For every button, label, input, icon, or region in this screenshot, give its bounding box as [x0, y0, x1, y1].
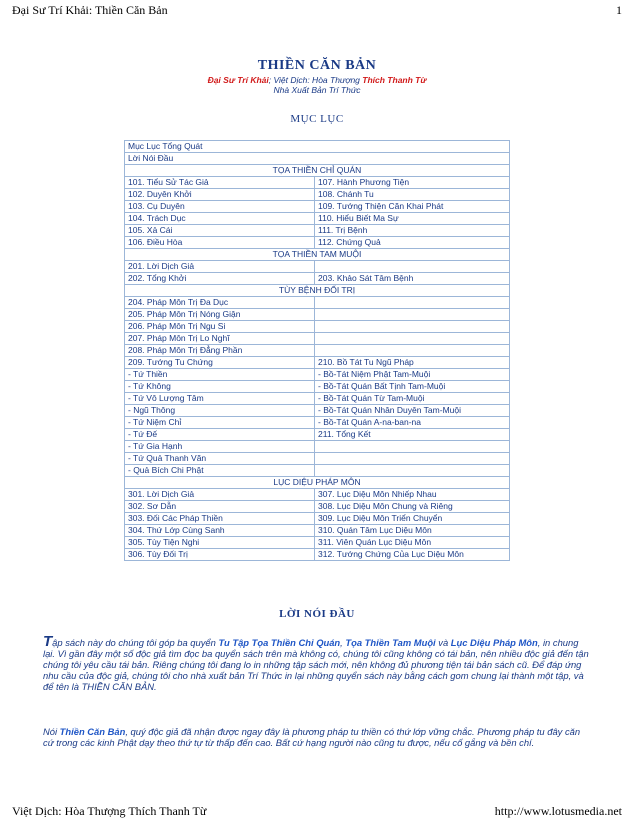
- toc-row: [125, 237, 510, 249]
- toc-section-row: [125, 477, 510, 489]
- toc-link[interactable]: 109. Tướng Thiện Căn Khai Phát: [315, 201, 510, 213]
- toc-row: [125, 153, 510, 165]
- toc-row: [125, 369, 510, 381]
- byline-separator: ; Việt Dịch: Hòa Thượng: [268, 75, 363, 85]
- toc-row: [125, 309, 510, 321]
- toc-link[interactable]: - Bồ-Tát Quán A-na-ban-na: [315, 417, 510, 429]
- translator-name: Thích Thanh Từ: [362, 75, 427, 85]
- toc-link[interactable]: 310. Quán Tâm Lục Diệu Môn: [315, 525, 510, 537]
- toc-link[interactable]: 307. Lục Diệu Môn Nhiếp Nhau: [315, 489, 510, 501]
- toc-row: [125, 213, 510, 225]
- toc-link[interactable]: - Tứ Vô Lượng Tâm: [125, 393, 315, 405]
- page-header: [12, 3, 622, 18]
- toc-row: [125, 357, 510, 369]
- toc-row: [125, 225, 510, 237]
- toc-section-heading: TỌA THIỀN TAM MUỘI: [125, 249, 510, 261]
- toc-row: [125, 441, 510, 453]
- toc-row: [125, 429, 510, 441]
- toc-row: [125, 465, 510, 477]
- intro-paragraph-2: [43, 726, 591, 748]
- toc-link[interactable]: 306. Tùy Đối Trị: [125, 549, 315, 561]
- toc-link[interactable]: - Tứ Quả Thanh Văn: [125, 453, 315, 465]
- toc-empty-cell: [315, 441, 510, 453]
- footer-translator: Việt Dịch: Hòa Thượng Thích Thanh Từ: [12, 804, 207, 818]
- toc-link[interactable]: Lời Nói Đầu: [125, 153, 510, 165]
- toc-link[interactable]: 107. Hành Phương Tiện: [315, 177, 510, 189]
- toc-row: [125, 345, 510, 357]
- toc-row: [125, 261, 510, 273]
- toc-link[interactable]: 104. Trách Dục: [125, 213, 315, 225]
- toc-row: [125, 405, 510, 417]
- page-number: 1: [616, 3, 622, 17]
- book-title-highlight: Thiền Căn Bản: [59, 726, 126, 737]
- toc-section-heading: LỤC DIỆU PHÁP MÔN: [125, 477, 510, 489]
- toc-empty-cell: [315, 321, 510, 333]
- toc-link[interactable]: - Bồ-Tát Niệm Phật Tam-Muội: [315, 369, 510, 381]
- toc-row: [125, 501, 510, 513]
- intro-paragraph-1: [43, 633, 591, 692]
- text-run: Nói: [43, 726, 60, 737]
- toc-link[interactable]: 304. Thứ Lớp Cùng Sanh: [125, 525, 315, 537]
- toc-link[interactable]: - Tứ Niệm Chỉ: [125, 417, 315, 429]
- footer-url-link[interactable]: http://www.lotusmedia.net: [494, 804, 622, 818]
- toc-row: [125, 333, 510, 345]
- toc-link[interactable]: 203. Khảo Sát Tâm Bệnh: [315, 273, 510, 285]
- toc-heading: MỤC LỤC: [290, 113, 344, 125]
- toc-link[interactable]: 108. Chánh Tu: [315, 189, 510, 201]
- document-title: THIỀN CĂN BẢN: [257, 58, 377, 73]
- toc-link[interactable]: - Tứ Gia Hạnh: [125, 441, 315, 453]
- toc-link[interactable]: 111. Trị Bệnh: [315, 225, 510, 237]
- toc-row: [125, 381, 510, 393]
- toc-link[interactable]: 106. Điều Hòa: [125, 237, 315, 249]
- toc-link[interactable]: - Tứ Đế: [125, 429, 315, 441]
- toc-link[interactable]: 209. Tướng Tu Chứng: [125, 357, 315, 369]
- toc-link[interactable]: - Tứ Thiền: [125, 369, 315, 381]
- text-run: , in chung lại. Vì gần đây một số độc giả tìm đọc ba quyển sách trên mà không có, chúng tôi cũng không có tái bản, nên nhiều độc giả đến tận chúng tôi yêu cầu tái bản. Riêng chúng tôi đang lo in những tập sách mới, nên không đủ phương tiện tái bản sách cũ. Để đáp ứng nhu cầu của độc giả, chúng tôi cho nhà xuất bản Trí Thức in lại những quyển sách này bằng cách gom chung lại thành một tập, và để tên là THIỀN CĂN BẢN.: [43, 637, 589, 692]
- toc-section-heading: TÙY BỆNH ĐỐI TRỊ: [125, 285, 510, 297]
- toc-row: [125, 321, 510, 333]
- toc-row: [125, 513, 510, 525]
- page-footer: [12, 804, 622, 819]
- toc-link[interactable]: 311. Viên Quán Lục Diệu Môn: [315, 537, 510, 549]
- toc-row: [125, 549, 510, 561]
- toc-section-row: [125, 249, 510, 261]
- toc-link[interactable]: 103. Cụ Duyên: [125, 201, 315, 213]
- book-title-link: Tọa Thiền Tam Muội: [345, 637, 436, 648]
- toc-row: [125, 525, 510, 537]
- toc-link[interactable]: 112. Chứng Quả: [315, 237, 510, 249]
- toc-empty-cell: [315, 309, 510, 321]
- toc-row: [125, 141, 510, 153]
- byline: [0, 75, 634, 85]
- toc-link[interactable]: - Bồ-Tát Quán Bất Tịnh Tam-Muội: [315, 381, 510, 393]
- toc-row: [125, 297, 510, 309]
- toc-row: [125, 393, 510, 405]
- toc-link[interactable]: 105. Xả Cái: [125, 225, 315, 237]
- toc-link[interactable]: - Quả Bích Chi Phật: [125, 465, 315, 477]
- toc-link[interactable]: 201. Lời Dịch Giả: [125, 261, 315, 273]
- toc-empty-cell: [315, 453, 510, 465]
- toc-link[interactable]: 309. Lục Diệu Môn Triển Chuyển: [315, 513, 510, 525]
- toc-empty-cell: [315, 333, 510, 345]
- author-name: Đại Sư Trí Khải: [207, 75, 269, 85]
- toc-empty-cell: [315, 345, 510, 357]
- toc-link[interactable]: - Tứ Không: [125, 381, 315, 393]
- toc-row: [125, 537, 510, 549]
- toc-link[interactable]: 301. Lời Dịch Giả: [125, 489, 315, 501]
- toc-link[interactable]: 204. Pháp Môn Trị Đa Dục: [125, 297, 315, 309]
- toc-section-row: [125, 165, 510, 177]
- toc-link[interactable]: 101. Tiểu Sử Tác Giả: [125, 177, 315, 189]
- toc-row: [125, 453, 510, 465]
- toc-empty-cell: [315, 297, 510, 309]
- table-of-contents: [124, 140, 510, 561]
- toc-link[interactable]: 102. Duyên Khởi: [125, 189, 315, 201]
- toc-row: [125, 189, 510, 201]
- toc-row: [125, 201, 510, 213]
- text-run: , quý độc giả đã nhận được ngay đây là phương pháp tu thiền có thứ lớp vững chắc. Phương pháp tu đây căn cứ trong các kinh Phật dạy theo thứ tự từ thấp đến cao. Bất cứ hạng người nào cũng tu được, nếu cố gắng và bền chí.: [43, 726, 581, 748]
- toc-link[interactable]: 303. Đối Các Pháp Thiền: [125, 513, 315, 525]
- toc-link[interactable]: 206. Pháp Môn Trị Ngu Si: [125, 321, 315, 333]
- toc-link[interactable]: 305. Tùy Tiện Nghi: [125, 537, 315, 549]
- publisher: Nhà Xuất Bản Trí Thức: [273, 85, 361, 95]
- drop-cap: T: [43, 633, 53, 650]
- toc-empty-cell: [315, 465, 510, 477]
- text-run: và: [435, 637, 451, 648]
- toc-link[interactable]: 205. Pháp Môn Trị Nóng Giận: [125, 309, 315, 321]
- toc-row: [125, 489, 510, 501]
- toc-row: [125, 273, 510, 285]
- toc-section-heading: TỌA THIỀN CHỈ QUÁN: [125, 165, 510, 177]
- toc-link[interactable]: - Bồ-Tát Quán Từ Tam-Muội: [315, 393, 510, 405]
- toc-empty-cell: [315, 261, 510, 273]
- toc-link[interactable]: 308. Lục Diệu Môn Chung và Riêng: [315, 501, 510, 513]
- toc-link[interactable]: 207. Pháp Môn Trị Lo Nghĩ: [125, 333, 315, 345]
- text-run: ập sách này do chúng tôi góp ba quyển: [52, 637, 219, 648]
- toc-link[interactable]: - Ngũ Thông: [125, 405, 315, 417]
- toc-link[interactable]: Mục Lục Tổng Quát: [125, 141, 510, 153]
- header-title: Đại Sư Trí Khải: Thiền Căn Bản: [12, 3, 168, 17]
- toc-link[interactable]: 210. Bồ Tát Tu Ngũ Pháp: [315, 357, 510, 369]
- toc-link[interactable]: 110. Hiểu Biết Ma Sự: [315, 213, 510, 225]
- toc-section-row: [125, 285, 510, 297]
- toc-link[interactable]: 202. Tổng Khởi: [125, 273, 315, 285]
- intro-heading: LỜI NÓI ĐẦU: [279, 608, 355, 620]
- toc-link[interactable]: 312. Tướng Chứng Của Lục Diệu Môn: [315, 549, 510, 561]
- toc-link[interactable]: 302. Sơ Dẫn: [125, 501, 315, 513]
- book-title-link: Tu Tập Tọa Thiền Chỉ Quán: [218, 637, 341, 648]
- toc-link[interactable]: 211. Tổng Kết: [315, 429, 510, 441]
- book-title-link: Lục Diệu Pháp Môn: [450, 637, 538, 648]
- toc-row: [125, 177, 510, 189]
- text-run: ,: [340, 637, 346, 648]
- toc-row: [125, 417, 510, 429]
- toc-link[interactable]: - Bồ-Tát Quán Nhân Duyên Tam-Muội: [315, 405, 510, 417]
- toc-link[interactable]: 208. Pháp Môn Trị Đẳng Phần: [125, 345, 315, 357]
